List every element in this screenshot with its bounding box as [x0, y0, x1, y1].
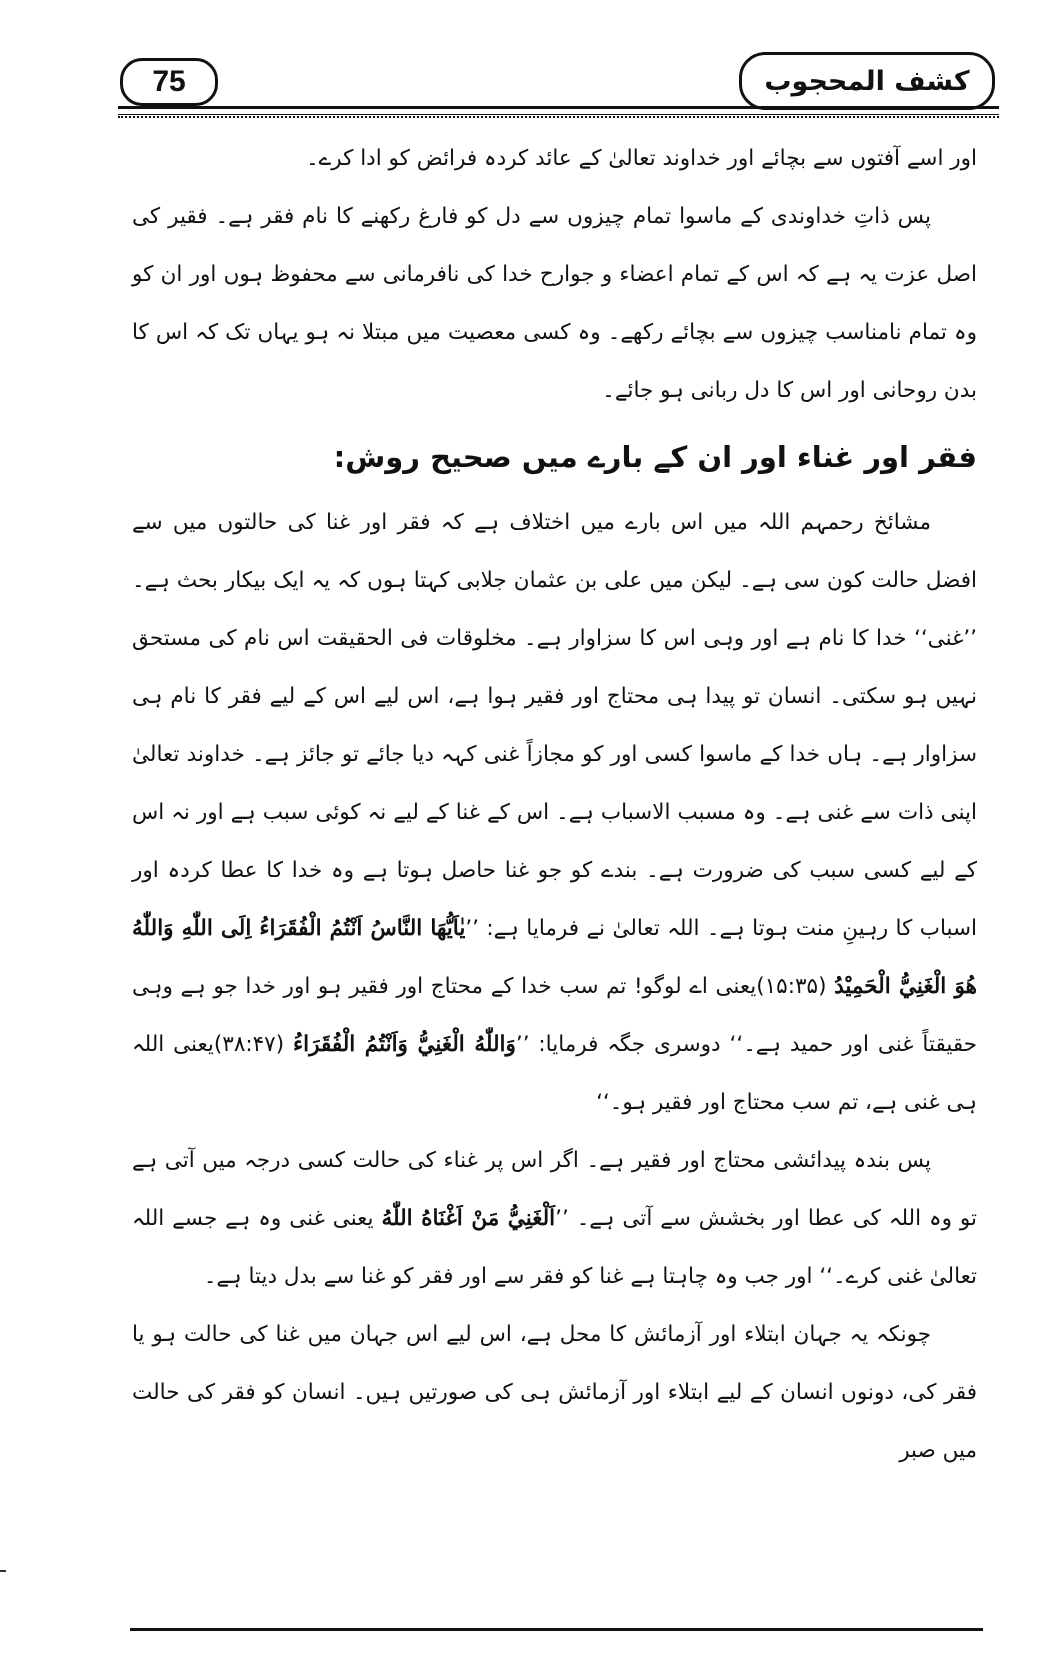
paragraph-3-text-c: یعنی اللہ ہی غنی ہے، تم سب محتاج اور فقیر ہو۔‘‘ [132, 1032, 977, 1115]
verse-1-reference: (۱۵:۳۵) [756, 974, 827, 999]
footer-rule [130, 1628, 983, 1631]
paragraph-4-text-b: یعنی غنی وہ ہے جسے اللہ تعالیٰ غنی کرے۔‘‘ اور جب وہ چاہتا ہے غنا کو فقر سے اور فقر کو غنا سے بدل دیتا ہے۔ [132, 1206, 977, 1289]
paragraph-1: اور اسے آفتوں سے بچائے اور خداوند تعالیٰ کے عائد کردہ فرائض کو ادا کرے۔ [306, 146, 977, 171]
section-heading: فقر اور غناء اور ان کے بارے میں صحیح روش: [333, 440, 977, 474]
paragraph-5: چونکہ یہ جہان ابتلاء اور آزمائش کا محل ہے، اس لیے اس جہان میں غنا کی حالت ہو یا فقر کی، دونوں انسان کے لیے ابتلاء اور آزمائش ہی کی صورتیں ہیں۔ انسان کو فقر کی حالت میں صبر [132, 1322, 977, 1463]
header-dotted-rule [118, 116, 999, 118]
quran-verse-2: وَاللّٰهُ الْغَنِيُّ وَاَنْتُمُ الْفُقَرَاءُ [293, 1032, 516, 1057]
header-rule [118, 106, 999, 115]
verse-2-reference: (۳۸:۴۷) [213, 1032, 285, 1057]
paragraph-3-text-a: مشائخ رحمہم اللہ میں اس بارے میں اختلاف ہے کہ فقر اور غنا کی حالتوں میں سے افضل حالت کون سی ہے۔ لیکن میں علی بن عثمان جلابی کہتا ہوں کہ یہ ایک بیکار بحث ہے۔ ’’غنی‘‘ خدا کا نام ہے اور وہی اس کا سزاوار ہے۔ مخلوقات فی الحقیقت اس نام کی مستحق نہیں ہو سکتی۔ انسان تو پیدا ہی محتاج اور فقیر ہوا ہے، اس لیے اس کے لیے فقر کا نام ہی سزاوار ہے۔ ہاں خدا کے ماسوا کسی اور کو مجازاً غنی کہہ دیا جائے تو جائز ہے۔ خداوند تعالیٰ اپنی ذات سے غنی ہے۔ وہ مسبب الاسباب ہے۔ اس کے غنا کے لیے نہ کوئی سبب ہے اور نہ اس کے لیے کسی سبب کی ضرورت ہے۔ بندے کو جو غنا حاصل ہوتا ہے وہ خدا کا عطا کردہ اور اسباب کا رہینِ منت ہوتا ہے۔ اللہ تعالیٰ نے فرمایا ہے: ’’ [132, 510, 978, 941]
paragraph-3-text-b: یعنی اے لوگو! تم سب خدا کے محتاج اور فقیر ہو اور خدا جو ہے وہی حقیقتاً غنی اور حمید ہے۔‘‘ دوسری جگہ فرمایا: ’’ [132, 974, 978, 1057]
body-text [132, 130, 977, 1480]
hadith-quote: اَلْغَنِيُّ مَنْ اَغْنَاهُ اللّٰهُ [381, 1206, 556, 1231]
paragraph-4-text-a: پس بندہ پیدائشی محتاج اور فقیر ہے۔ اگر اس پر غناء کی حالت کسی درجہ میں آتی ہے تو وہ اللہ کی عطا اور بخشش سے آتی ہے۔ ’’ [132, 1148, 978, 1231]
paragraph-4 [132, 1132, 977, 1306]
margin-mark [0, 1570, 6, 1572]
page-number-text: 75 [152, 65, 186, 98]
page-number [120, 58, 218, 106]
paragraph-2: پس ذاتِ خداوندی کے ماسوا تمام چیزوں سے دل کو فارغ رکھنے کا نام فقر ہے۔ فقیر کی اصل عزت یہ ہے کہ اس کے تمام اعضاء و جوارح خدا کی نافرمانی سے محفوظ ہوں اور ان کو وہ تمام نامناسب چیزوں سے بچائے رکھے۔ وہ کسی معصیت میں مبتلا نہ ہو یہاں تک کہ اس کا بدن روحانی اور اس کا دل ربانی ہو جائے۔ [132, 204, 977, 403]
book-title-text: کشف المحجوب [764, 65, 970, 97]
book-title [739, 52, 995, 110]
paragraph-3 [132, 494, 977, 1132]
quran-verse-1: یٰاَیُّهَا النَّاسُ اَنْتُمُ الْفُقَرَاءُ اِلَى اللّٰهِ وَاللّٰهُ هُوَ الْغَنِيُّ الْحَمِيْدُ [132, 916, 978, 999]
